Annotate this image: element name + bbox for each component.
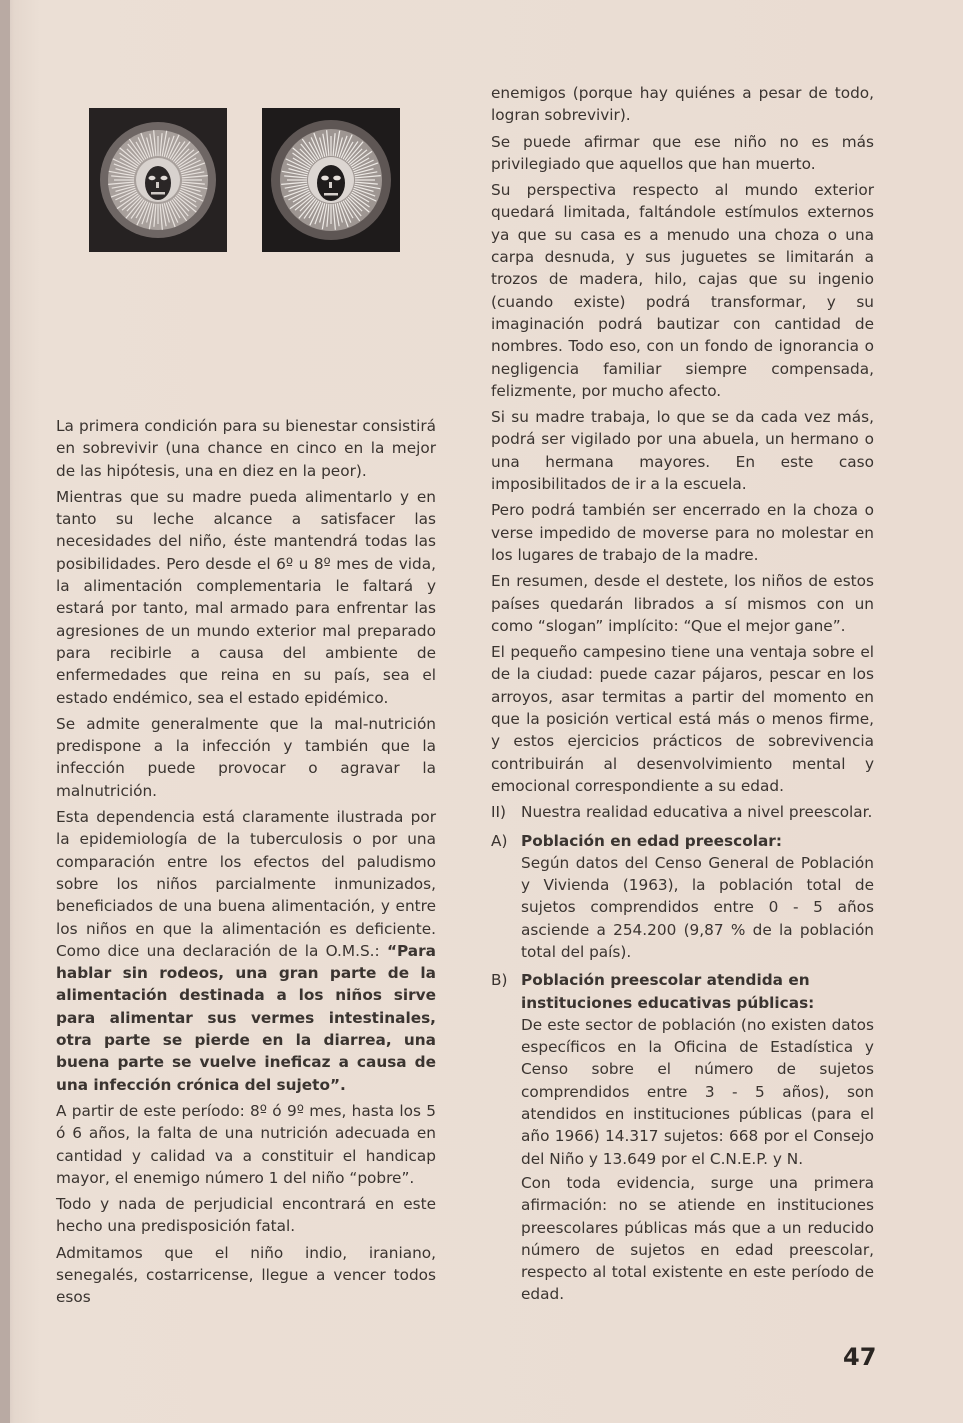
paragraph: Pero podrá también ser encerrado en la choza o verse impedido de moverse para no molestar en los lugares de trabajo de la madre.: [491, 501, 874, 564]
page-binding-edge: [0, 0, 10, 1423]
paragraph: Admitamos que el niño indio, iraniano, senegalés, costarricense, llegue a vencer todos esos: [56, 1243, 436, 1307]
item-marker: A): [491, 831, 508, 850]
item-marker: B): [491, 971, 508, 990]
paragraph-with-quote: [56, 806, 436, 1096]
paragraph: Si su madre trabaja, lo que se da cada vez más, podrá ser vigilado por una abuela, un hermano o una hermana mayores. En este caso imposibilitados de ir a la escuela.: [491, 408, 874, 494]
who-quote: “Para hablar sin rodeos, una gran parte de la alimentación destinada a los niños sirve para alimentar sus vermes intestinales, otra parte se pierde en la diarrea, una buena parte se vuelve ineficaz a causa de una infección crónica del sujeto”.: [56, 941, 436, 1094]
right-text-column: [491, 82, 874, 1312]
paragraph: Mientras que su madre pueda alimentarlo y en tanto su leche alcance a satisfacer las necesidades del niño, éste mantendrá todas las posibilidades. Pero desde el 6º u 8º mes de vida, la alimentación complementaria le faltará y estará por tanto, mal armado para enfrentar las agresiones de un mundo exterior mal preparado para recibirle a causa del ambiente de enfermedades que reina en su país, sea el estado endémico, sea el estado epidémico.: [56, 487, 436, 707]
sun-face-illustration-left: [89, 108, 227, 252]
item-body: De este sector de población (no existen datos específicos en la Oficina de Estadística y Censo sobre el número de sujetos comprendidos entre 3 - 5 años), son atendidos en instituciones públicas (para el año 1966) 14.317 sujetos: 668 por el Consejo del Niño y 13.649 por el C.N.E.P. y N.: [521, 1015, 874, 1168]
paragraph: Se puede afirmar que ese niño no es más privilegiado que aquellos que han muerto.: [491, 132, 874, 173]
list-item-a: [491, 830, 874, 964]
sun-face-icon: [262, 108, 400, 252]
paragraph: Su perspectiva respecto al mundo exterior quedará limitada, faltándole estímulos externos ya que su casa es a menudo una choza o una carpa desnuda, y sus juguetes se limitarán a trozos de madera, hilo, cajas que su ingenio (cuando existe) podrá transformar, y su imaginación podrá bautizar con cantidad de nombres. Todo eso, con un fondo de ignorancia o negligencia familiar siempre compensada, felizmente, por mucho afecto.: [491, 181, 874, 400]
section-marker: II): [491, 803, 506, 822]
paragraph: Todo y nada de perjudicial encontrará en este hecho una predisposición fatal.: [56, 1195, 436, 1236]
paragraph: Se admite generalmente que la mal-nutrición predispone a la infección y también que la infección puede provocar o agravar la malnutrición.: [56, 714, 436, 800]
section-title: Nuestra realidad educativa a nivel preescolar.: [521, 803, 873, 822]
section-heading: [491, 801, 874, 823]
item-body: Con toda evidencia, surge una primera afirmación: no se atiende en instituciones preescolares públicas más que a un reducido número de sujetos en edad preescolar, respecto al total existente en este período de edad.: [521, 1173, 874, 1304]
item-heading: Población en edad preescolar:: [521, 831, 782, 850]
paragraph: El pequeño campesino tiene una ventaja sobre el de la ciudad: puede cazar pájaros, pescar en los arroyos, asar termitas a partir del momento en que la posición vertical está más o menos firme, y estos ejercicios prácticos de sobrevivencia contribuirán al desenvolvimiento mental y emocional correspondiente a su edad.: [491, 643, 874, 795]
page-number: 47: [843, 1343, 877, 1371]
sun-face-icon: [89, 108, 227, 252]
paragraph: La primera condición para su bienestar consistirá en sobrevivir (una chance en cinco en la mejor de las hipótesis, una en diez en la peor).: [56, 417, 436, 480]
list-item-b: [491, 969, 874, 1305]
item-body: Según datos del Censo General de Población y Vivienda (1963), la población total de sujetos comprendidos entre 0 - 5 años asciende a 254.200 (9,87 % de la población total del país).: [521, 853, 874, 961]
paragraph: A partir de este período: 8º ó 9º mes, hasta los 5 ó 6 años, la falta de una nutrición adecuada en cantidad y calidad va a constituir el handicap mayor, el enemigo número 1 del niño “pobre”.: [56, 1101, 436, 1187]
paragraph: enemigos (porque hay quiénes a pesar de todo, logran sobrevivir).: [491, 84, 874, 125]
paragraph: En resumen, desde el destete, los niños de estos países quedarán librados a sí mismos con un como “slogan” implícito: “Que el mejor gane”.: [491, 572, 874, 635]
sun-face-illustration-right: [262, 108, 400, 252]
left-text-column: [56, 415, 436, 1313]
paragraph-text: Esta dependencia está claramente ilustrada por la epidemiología de la tuberculosis o por una comparación entre los efectos del paludismo sobre los niños parcialmente inmunizados, beneficiados de una buena alimentación, y entre los niños en que la alimentación es deficiente. Como dice una declaración de la O.M.S.:: [56, 808, 436, 960]
item-heading: Población preescolar atendida en instituciones educativas públicas:: [521, 971, 815, 1012]
